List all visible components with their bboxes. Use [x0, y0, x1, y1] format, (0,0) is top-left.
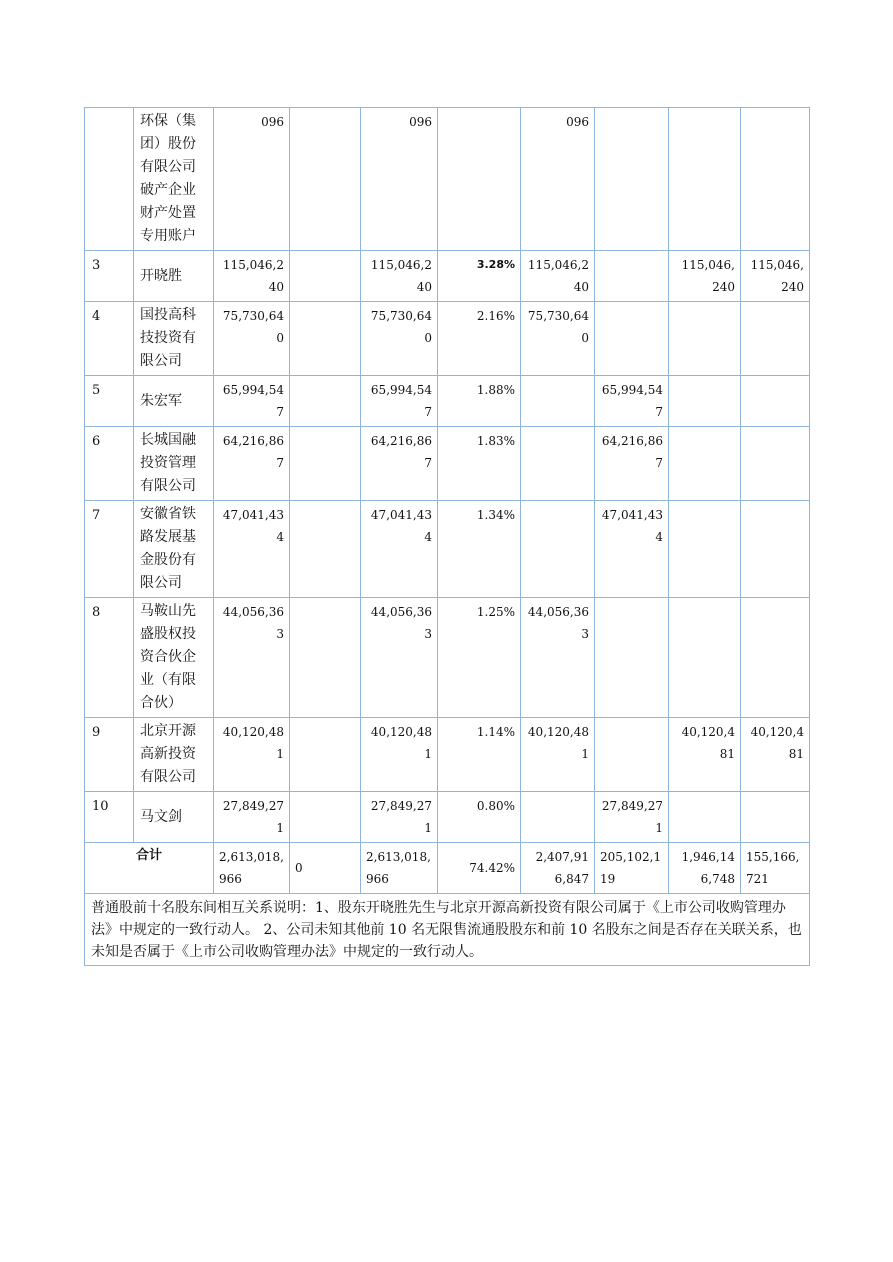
unrestricted-shares [595, 251, 669, 302]
unrestricted-shares [595, 718, 669, 792]
total-shares-total: 2,613,018,966 [361, 843, 438, 894]
total-frozen-shares: 155,166,721 [741, 843, 810, 894]
shareholder-name: 环保（集团）股份有限公司破产企业财产处置专用账户 [134, 108, 214, 251]
table-row [85, 108, 810, 251]
shares-held: 096 [214, 108, 290, 251]
shares-held: 47,041,434 [214, 501, 290, 598]
shares-total: 096 [361, 108, 438, 251]
pledged-shares [669, 598, 741, 718]
total-shares-held: 2,613,018,966 [214, 843, 290, 894]
share-ratio: 1.25% [438, 598, 521, 718]
restricted-shares: 096 [521, 108, 595, 251]
pledged-shares [669, 427, 741, 501]
shareholder-name: 国投高科技投资有限公司 [134, 302, 214, 376]
pledged-shares [669, 792, 741, 843]
unrestricted-shares [595, 108, 669, 251]
pledged-shares [669, 376, 741, 427]
top-ten-shareholders-table [84, 107, 810, 966]
restricted-shares [521, 501, 595, 598]
unrestricted-shares: 27,849,271 [595, 792, 669, 843]
frozen-shares [741, 427, 810, 501]
shares-total: 64,216,867 [361, 427, 438, 501]
total-share-ratio: 74.42% [438, 843, 521, 894]
shares-held: 44,056,363 [214, 598, 290, 718]
row-index: 6 [85, 427, 134, 501]
shares-change [290, 792, 361, 843]
table-row [85, 718, 810, 792]
share-ratio: 1.34% [438, 501, 521, 598]
table-row [85, 598, 810, 718]
share-ratio: 1.88% [438, 376, 521, 427]
shares-total: 47,041,434 [361, 501, 438, 598]
restricted-shares: 44,056,363 [521, 598, 595, 718]
relationship-note: 普通股前十名股东间相互关系说明：1、股东开晓胜先生与北京开源高新投资有限公司属于《上市公司收购管理办法》中规定的一致行动人。 2、公司未知其他前 10 名无限售流通股股东和前 10 名股东之间是否存在关联关系，也未知是否属于《上市公司收购管理办法》中规定的一致行动人。 [85, 894, 810, 966]
total-unrestricted-shares: 205,102,119 [595, 843, 669, 894]
shareholder-name: 朱宏军 [134, 376, 214, 427]
total-shares-change: 0 [290, 843, 361, 894]
table-row [85, 792, 810, 843]
relationship-note-row [85, 894, 810, 966]
frozen-shares [741, 501, 810, 598]
shares-total: 44,056,363 [361, 598, 438, 718]
shareholder-table-container [84, 107, 809, 966]
shares-held: 115,046,240 [214, 251, 290, 302]
shares-held: 75,730,640 [214, 302, 290, 376]
shares-change [290, 108, 361, 251]
unrestricted-shares: 64,216,867 [595, 427, 669, 501]
restricted-shares: 115,046,240 [521, 251, 595, 302]
frozen-shares [741, 376, 810, 427]
shares-total: 115,046,240 [361, 251, 438, 302]
row-index [85, 108, 134, 251]
share-ratio: 1.14% [438, 718, 521, 792]
shareholder-name: 马文剑 [134, 792, 214, 843]
frozen-shares [741, 792, 810, 843]
row-index: 4 [85, 302, 134, 376]
shareholder-name: 开晓胜 [134, 251, 214, 302]
share-ratio: 1.83% [438, 427, 521, 501]
unrestricted-shares: 47,041,434 [595, 501, 669, 598]
restricted-shares: 40,120,481 [521, 718, 595, 792]
share-ratio: 2.16% [438, 302, 521, 376]
shareholder-name: 北京开源高新投资有限公司 [134, 718, 214, 792]
shares-held: 64,216,867 [214, 427, 290, 501]
table-row [85, 427, 810, 501]
shareholder-name: 长城国融投资管理有限公司 [134, 427, 214, 501]
pledged-shares [669, 501, 741, 598]
shareholder-name: 马鞍山先盛股权投资合伙企业（有限合伙） [134, 598, 214, 718]
restricted-shares [521, 427, 595, 501]
restricted-shares [521, 792, 595, 843]
row-index: 7 [85, 501, 134, 598]
unrestricted-shares [595, 598, 669, 718]
table-row [85, 376, 810, 427]
restricted-shares: 75,730,640 [521, 302, 595, 376]
unrestricted-shares [595, 302, 669, 376]
shares-total: 27,849,271 [361, 792, 438, 843]
share-ratio: 3.28% [438, 251, 521, 302]
pledged-shares [669, 302, 741, 376]
shares-total: 75,730,640 [361, 302, 438, 376]
shares-change [290, 251, 361, 302]
frozen-shares [741, 598, 810, 718]
frozen-shares [741, 302, 810, 376]
row-index: 5 [85, 376, 134, 427]
shares-change [290, 598, 361, 718]
shareholder-name: 安徽省铁路发展基金股份有限公司 [134, 501, 214, 598]
pledged-shares: 115,046,240 [669, 251, 741, 302]
shares-held: 40,120,481 [214, 718, 290, 792]
frozen-shares: 40,120,481 [741, 718, 810, 792]
frozen-shares [741, 108, 810, 251]
pledged-shares: 40,120,481 [669, 718, 741, 792]
shares-change [290, 501, 361, 598]
shares-change [290, 718, 361, 792]
shares-total: 40,120,481 [361, 718, 438, 792]
total-label: 合计 [85, 843, 214, 894]
total-row [85, 843, 810, 894]
shares-total: 65,994,547 [361, 376, 438, 427]
row-index: 10 [85, 792, 134, 843]
row-index: 9 [85, 718, 134, 792]
shares-held: 65,994,547 [214, 376, 290, 427]
row-index: 8 [85, 598, 134, 718]
shares-held: 27,849,271 [214, 792, 290, 843]
restricted-shares [521, 376, 595, 427]
table-row [85, 302, 810, 376]
table-row [85, 251, 810, 302]
table-row [85, 501, 810, 598]
unrestricted-shares: 65,994,547 [595, 376, 669, 427]
pledged-shares [669, 108, 741, 251]
frozen-shares: 115,046,240 [741, 251, 810, 302]
total-restricted-shares: 2,407,916,847 [521, 843, 595, 894]
row-index: 3 [85, 251, 134, 302]
total-pledged-shares: 1,946,146,748 [669, 843, 741, 894]
shares-change [290, 427, 361, 501]
shares-change [290, 376, 361, 427]
shares-change [290, 302, 361, 376]
share-ratio: 0.80% [438, 792, 521, 843]
share-ratio [438, 108, 521, 251]
